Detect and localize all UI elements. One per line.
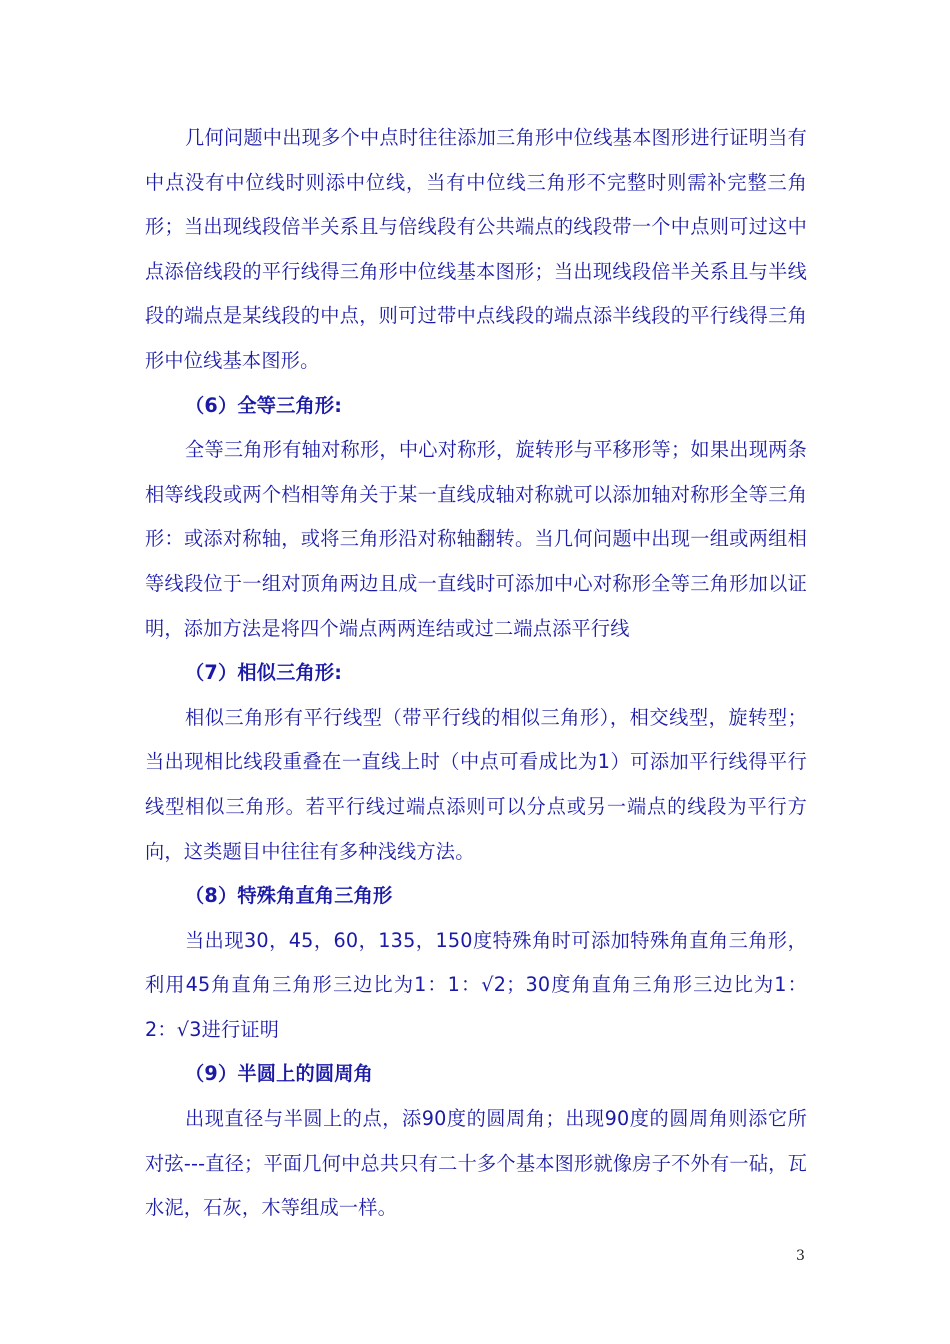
document-body (145, 116, 807, 1231)
paragraph-congruent-triangles: 全等三角形有轴对称形，中心对称形，旋转形与平移形等；如果出现两条相等线段或两个档相等角关于某一直线成轴对称就可以添加轴对称形全等三角形：或添对称轴，或将三角形沿对称轴翻转。当几何问题中出现一组或两组相等线段位于一组对顶角两边且成一直线时可添加中心对称形全等三角形加以证明，添加方法是将四个端点两两连结或过二端点添平行线 (145, 438, 807, 640)
heading-inscribed-angle: （9）半圆上的圆周角 (185, 1062, 374, 1086)
paragraph-special-right-triangles: 当出现30，45，60，135，150度特殊角时可添加特殊角直角三角形，利用45角直角三角形三边比为1：1：√2；30度角直角三角形三边比为1：2：√3进行证明 (145, 928, 807, 1041)
paragraph-similar-triangles: 相似三角形有平行线型（带平行线的相似三角形），相交线型，旋转型；当出现相比线段重叠在一直线上时（中点可看成比为1）可添加平行线得平行线型相似三角形。若平行线过端点添则可以分点或另一端点的线段为平行方向，这类题目中往往有多种浅线方法。 (145, 705, 807, 863)
paragraph-midline: 几何问题中出现多个中点时往往添加三角形中位线基本图形进行证明当有中点没有中位线时则添中位线，当有中位线三角形不完整时则需补完整三角形；当出现线段倍半关系且与倍线段有公共端点的线段带一个中点则可过这中点添倍线段的平行线得三角形中位线基本图形；当出现线段倍半关系且与半线段的端点是某线段的中点，则可过带中点线段的端点添半线段的平行线得三角形中位线基本图形。 (145, 126, 807, 372)
page-number: 3 (796, 1248, 805, 1264)
paragraph-inscribed-angle: 出现直径与半圆上的点，添90度的圆周角；出现90度的圆周角则添它所对弦---直径；平面几何中总共只有二十多个基本图形就像房子不外有一砧，瓦水泥，石灰，木等组成一样。 (145, 1107, 807, 1220)
heading-congruent-triangles: （6）全等三角形: (185, 393, 343, 417)
heading-special-right-triangles: （8）特殊角直角三角形 (185, 884, 393, 908)
heading-similar-triangles: （7）相似三角形: (185, 661, 343, 685)
